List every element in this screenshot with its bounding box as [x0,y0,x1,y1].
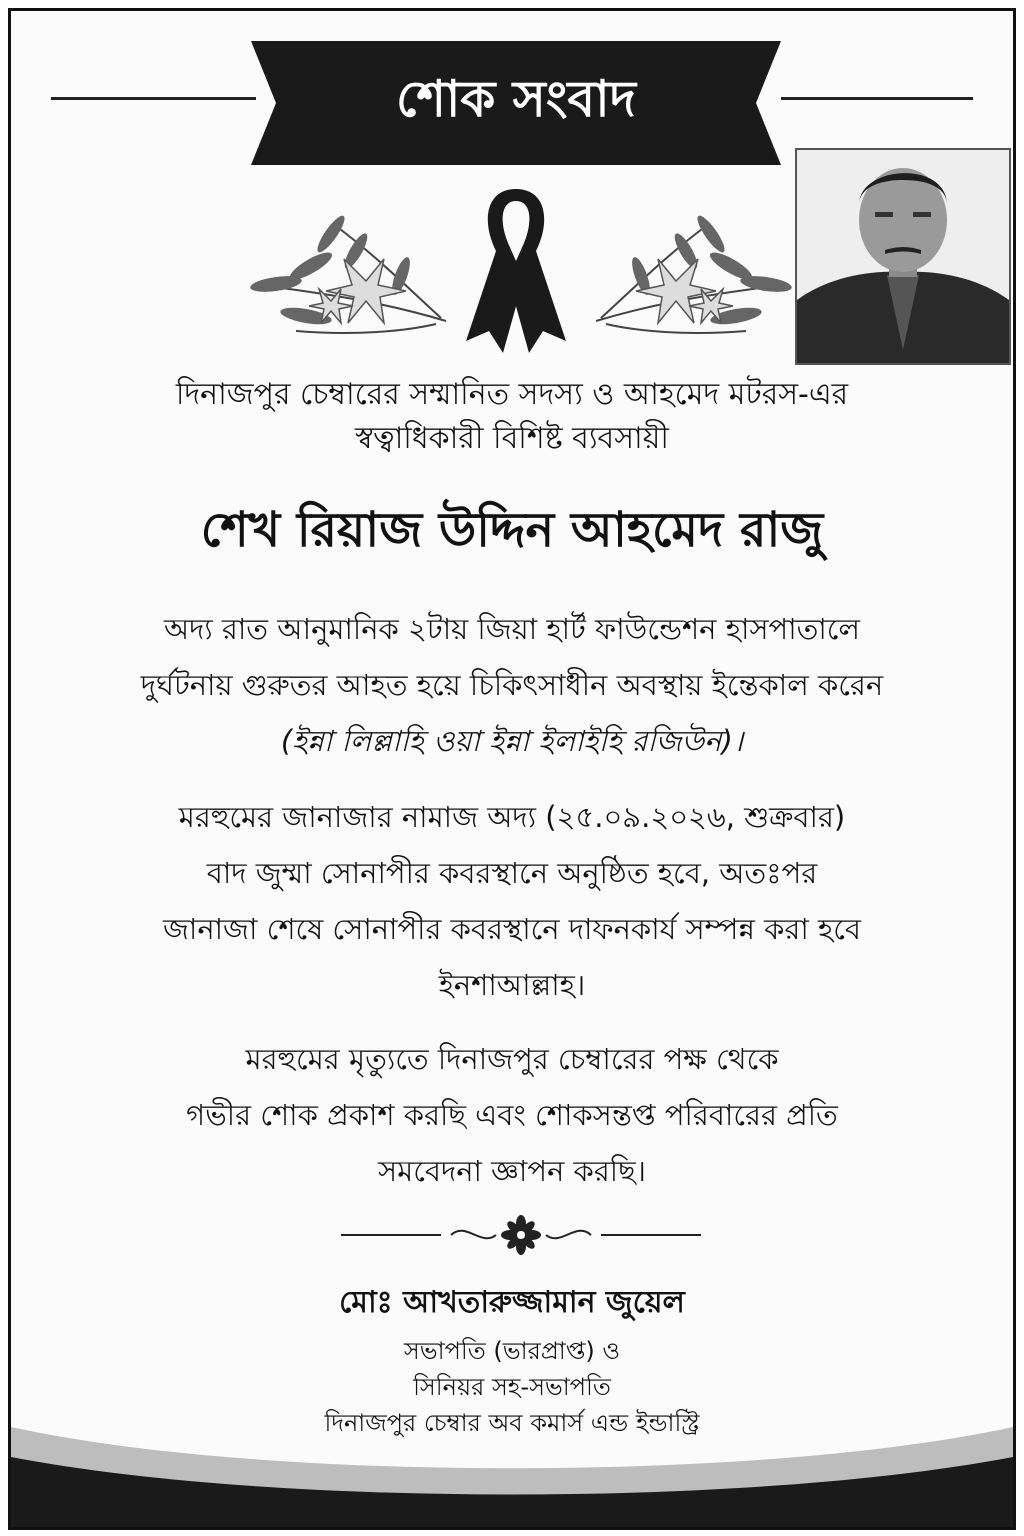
intro-line: স্বত্বাধিকারী বিশিষ্ট ব্যবসায়ী [354,421,669,456]
death-line: অদ্য রাত আনুমানিক ২টায় জিয়া হার্ট ফাউন্ডেশন হাসপাতালে [163,612,861,646]
signatory-title-line: দিনাজপুর চেম্বার অব কমার্স এন্ড ইন্ডাস্ট্রি [324,1409,700,1437]
lily-bouquet-icon [236,206,451,346]
janaza-line: জানাজা শেষে সোনাপীর কবরস্থানে দাফনকার্য সম্পন্ন করা হবে [162,912,861,946]
condolence-line: মরহুমের মৃত্যুতে দিনাজপুর চেম্বারের পক্ষ থেকে [245,1042,779,1076]
signatory-name: মোঃ আখতারুজ্জামান জুয়েল [339,1285,685,1320]
condolence-message [51,1031,973,1199]
intro-line: দিনাজপুর চেম্বারের সম্মানিত সদস্য ও আহমেদ মটরস-এর [175,377,849,412]
page-title: শোক সংবাদ [396,70,636,128]
lily-bouquet-icon [591,206,806,346]
death-announcement [51,601,973,769]
portrait-image [797,150,1009,363]
obituary-notice [8,8,1016,1530]
deceased-intro [51,373,973,461]
floral-divider-icon [341,1211,701,1259]
deceased-photo [795,148,1011,365]
death-line: দুর্ঘটনায় গুরুতর আহত হয়ে চিকিৎসাধীন অবস্থায় ইন্তেকাল করেন [140,668,884,702]
janaza-line: বাদ জুম্মা সোনাপীর কবরস্থানে অনুষ্ঠিত হবে, অতঃপর [206,856,818,890]
signatory-title-line: সভাপতি (ভারপ্রাপ্ত) ও [403,1337,621,1365]
header-rule-left [51,97,256,100]
janaza-line: মরহুমের জানাজার নামাজ অদ্য (২৫.০৯.২০২৬, শুক্রবার) [178,800,846,834]
condolence-line: গভীর শোক প্রকাশ করছি এবং শোকসন্তপ্ত পরিবারের প্রতি [186,1098,838,1132]
footer-swoosh [11,1387,1013,1527]
janaza-line: ইনশাআল্লাহ। [438,968,586,1002]
header-banner [251,41,781,165]
inna-lillahi-prayer: (ইন্না লিল্লাহি ওয়া ইন্না ইলাইহি রজিউন)। [280,724,744,758]
header-rule-right [781,97,973,100]
janaza-details [51,789,973,1013]
condolence-line: সমবেদনা জ্ঞাপন করছি। [377,1154,647,1188]
signatory-title-line: সিনিয়র সহ-সভাপতি [413,1373,611,1401]
deceased-name: শেখ রিয়াজ উদ্দিন আহমেদ রাজু [200,502,824,558]
mourning-ribbon-icon [461,181,571,356]
